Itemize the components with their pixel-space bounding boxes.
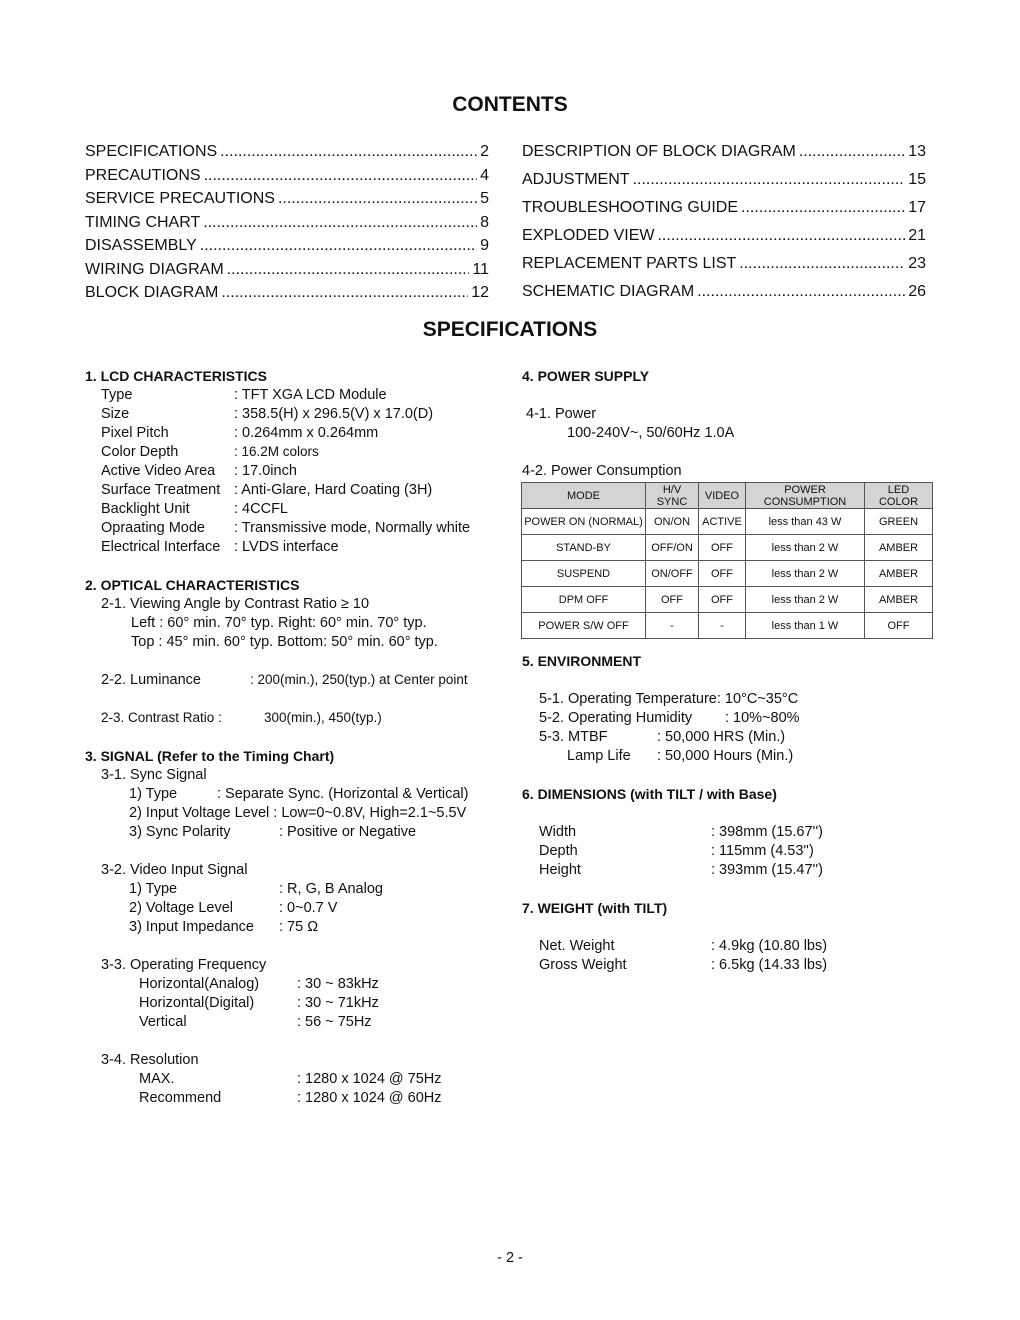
lcd-pitch-label: Pixel Pitch (101, 425, 169, 441)
video-type-label: 1) Type (129, 881, 178, 897)
toc-item[interactable] (85, 237, 489, 261)
toc-label: WIRING DIAGRAM (85, 260, 224, 278)
dimensions-heading: 6. DIMENSIONS (with TILT / with Base) (522, 786, 777, 802)
table-cell: less than 1 W (746, 613, 865, 639)
video-title: 3-2. Video Input Signal (101, 862, 248, 878)
table-header-cell: H/V SYNC (646, 483, 699, 509)
table-cell: SUSPEND (522, 561, 646, 587)
freq-title: 3-3. Operating Frequency (101, 957, 267, 973)
viewing-angle: 2-1. Viewing Angle by Contrast Ratio ≥ 10 (101, 596, 370, 612)
dim-height-value: : 393mm (15.47'') (711, 862, 823, 878)
toc-page: 17 (908, 199, 926, 216)
consumption-title: 4-2. Power Consumption (522, 463, 682, 479)
toc-page: 12 (471, 284, 489, 301)
dim-depth-value: : 115mm (4.53'') (711, 843, 814, 859)
dim-width-label: Width (539, 824, 577, 840)
lcd-area-value: : 17.0inch (234, 463, 297, 479)
lcd-heading: 1. LCD CHARACTERISTICS (85, 368, 268, 384)
table-row (522, 509, 933, 535)
toc-label: BLOCK DIAGRAM (85, 284, 219, 301)
toc-item[interactable] (85, 261, 489, 285)
power-value: 100-240V~, 50/60Hz 1.0A (567, 425, 735, 441)
toc-item[interactable] (85, 190, 489, 214)
table-cell: ACTIVE (699, 509, 746, 535)
table-row (522, 613, 933, 639)
toc-page: 23 (908, 255, 926, 272)
env-mtbf-label: 5-3. MTBF (539, 729, 608, 745)
video-voltage-value: : 0~0.7 V (279, 900, 338, 916)
table-cell: OFF (699, 561, 746, 587)
toc-page: 8 (480, 213, 489, 231)
toc-label: EXPLODED VIEW (522, 227, 655, 244)
toc-item[interactable] (85, 214, 489, 238)
lcd-color-value: : 16.2M colors (234, 444, 319, 459)
toc-label: DESCRIPTION OF BLOCK DIAGRAM (522, 143, 796, 160)
env-temperature: 5-1. Operating Temperature: 10°C~35°C (539, 691, 799, 707)
toc-label: ADJUSTMENT (522, 171, 630, 188)
weight-net-label: Net. Weight (539, 938, 615, 954)
toc-page: 9 (480, 237, 489, 254)
toc-item[interactable] (522, 283, 926, 311)
weight-heading: 7. WEIGHT (with TILT) (522, 900, 668, 916)
sync-type-label: 1) Type (129, 786, 178, 802)
lcd-size-value: : 358.5(H) x 296.5(V) x 17.0(D) (234, 406, 434, 422)
table-cell: POWER ON (NORMAL) (522, 509, 646, 535)
environment-heading: 5. ENVIRONMENT (522, 653, 642, 669)
table-cell: AMBER (865, 587, 933, 613)
contrast-value: 300(min.), 450(typ.) (264, 710, 382, 725)
table-cell: OFF/ON (646, 535, 699, 561)
toc-item[interactable] (522, 143, 926, 171)
toc-item[interactable] (85, 284, 489, 308)
sync-title: 3-1. Sync Signal (101, 767, 207, 783)
lcd-pitch-value: : 0.264mm x 0.264mm (234, 425, 379, 441)
table-row (522, 561, 933, 587)
toc-right (522, 143, 926, 311)
toc-page: 15 (908, 171, 926, 188)
weight-gross-value: : 6.5kg (14.33 lbs) (711, 957, 828, 973)
table-cell: GREEN (865, 509, 933, 535)
table-row (522, 535, 933, 561)
viewing-top-bottom: Top : 45° min. 60° typ. Bottom: 50° min. 60° typ. (131, 634, 438, 650)
env-lamp-label: Lamp Life (567, 748, 631, 764)
env-mtbf-value: : 50,000 HRS (Min.) (657, 729, 786, 745)
lcd-backlight-value: : 4CCFL (234, 501, 288, 517)
toc-label: REPLACEMENT PARTS LIST (522, 255, 737, 272)
power-consumption-table (521, 482, 933, 639)
table-header-cell: MODE (522, 483, 646, 509)
table-cell: OFF (699, 587, 746, 613)
env-lamp-value: : 50,000 Hours (Min.) (657, 748, 794, 764)
weight-net-value: : 4.9kg (10.80 lbs) (711, 938, 828, 954)
video-type-value: : R, G, B Analog (279, 881, 383, 897)
lcd-color-label: Color Depth (101, 444, 179, 460)
toc-item[interactable] (522, 227, 926, 255)
res-max-label: MAX. (139, 1071, 175, 1087)
lcd-interface-label: Electrical Interface (101, 539, 221, 555)
toc-page: 26 (908, 283, 926, 300)
freq-vertical-label: Vertical (139, 1014, 187, 1030)
video-impedance-value: : 75 Ω (279, 919, 319, 935)
table-row (522, 587, 933, 613)
viewing-left-right: Left : 60° min. 70° typ. Right: 60° min. 70° typ. (131, 615, 427, 631)
toc-item[interactable] (522, 255, 926, 283)
weight-gross-label: Gross Weight (539, 957, 627, 973)
toc-label: TIMING CHART (85, 213, 201, 231)
contents-title: CONTENTS (452, 93, 568, 116)
toc-label: SPECIFICATIONS (85, 143, 218, 160)
toc-label: DISASSEMBLY (85, 237, 197, 254)
table-cell: STAND-BY (522, 535, 646, 561)
res-recommend-label: Recommend (139, 1090, 222, 1106)
toc-item[interactable] (522, 171, 926, 199)
toc-left (85, 143, 489, 308)
toc-page: 11 (472, 260, 489, 278)
lcd-size-label: Size (101, 406, 130, 422)
dim-width-value: : 398mm (15.67'') (711, 824, 823, 840)
table-cell: - (646, 613, 699, 639)
toc-page: 5 (480, 190, 489, 207)
table-header-cell: LED COLOR (865, 483, 933, 509)
toc-label: PRECAUTIONS (85, 166, 201, 184)
table-cell: OFF (865, 613, 933, 639)
toc-item[interactable] (85, 167, 489, 191)
luminance-label: 2-2. Luminance (101, 672, 201, 688)
table-header-cell: POWER CONSUMPTION (746, 483, 865, 509)
table-cell: ON/OFF (646, 561, 699, 587)
sync-type-value: : Separate Sync. (Horizontal & Vertical) (217, 786, 469, 802)
lcd-surface-value: : Anti-Glare, Hard Coating (3H) (234, 482, 433, 498)
optical-heading: 2. OPTICAL CHARACTERISTICS (85, 577, 300, 593)
toc-page: 13 (908, 143, 926, 160)
lcd-mode-value: : Transmissive mode, Normally white (234, 520, 471, 536)
table-cell: less than 2 W (746, 535, 865, 561)
sync-polarity-value: : Positive or Negative (279, 824, 417, 840)
lcd-backlight-label: Backlight Unit (101, 501, 190, 517)
toc-page: 2 (480, 143, 489, 160)
lcd-area-label: Active Video Area (101, 463, 216, 479)
table-cell: less than 2 W (746, 587, 865, 613)
lcd-type-value: : TFT XGA LCD Module (234, 387, 387, 403)
toc-page: 21 (908, 227, 926, 244)
table-cell: less than 43 W (746, 509, 865, 535)
toc-label: SERVICE PRECAUTIONS (85, 190, 275, 207)
contrast-label: 2-3. Contrast Ratio : (101, 710, 222, 725)
env-humidity-value: : 10%~80% (725, 710, 800, 726)
video-impedance-label: 3) Input Impedance (129, 919, 254, 935)
luminance-value: : 200(min.), 250(typ.) at Center point (250, 672, 468, 687)
table-cell: OFF (699, 535, 746, 561)
power-heading: 4. POWER SUPPLY (522, 368, 650, 384)
toc-page: 4 (480, 166, 489, 184)
table-cell: OFF (646, 587, 699, 613)
toc-item[interactable] (522, 199, 926, 227)
specs-title: SPECIFICATIONS (422, 318, 598, 341)
lcd-interface-value: : LVDS interface (234, 539, 339, 555)
toc-item[interactable] (85, 143, 489, 167)
page-number: - 2 - (497, 1250, 523, 1266)
table-cell: - (699, 613, 746, 639)
freq-h-digital-label: Horizontal(Digital) (139, 995, 255, 1011)
res-max-value: : 1280 x 1024 @ 75Hz (297, 1071, 442, 1087)
table-cell: AMBER (865, 561, 933, 587)
freq-h-digital-value: : 30 ~ 71kHz (297, 995, 379, 1011)
sync-voltage: 2) Input Voltage Level : Low=0~0.8V, High=2.1~5.5V (129, 805, 467, 821)
freq-vertical-value: : 56 ~ 75Hz (297, 1014, 372, 1030)
table-cell: less than 2 W (746, 561, 865, 587)
video-voltage-label: 2) Voltage Level (129, 900, 233, 916)
table-header-cell: VIDEO (699, 483, 746, 509)
table-cell: AMBER (865, 535, 933, 561)
toc-label: SCHEMATIC DIAGRAM (522, 283, 695, 300)
dim-depth-label: Depth (539, 843, 578, 859)
res-recommend-value: : 1280 x 1024 @ 60Hz (297, 1090, 442, 1106)
freq-h-analog-label: Horizontal(Analog) (139, 976, 260, 992)
sync-polarity-label: 3) Sync Polarity (129, 824, 231, 840)
freq-h-analog-value: : 30 ~ 83kHz (297, 976, 379, 992)
env-humidity-label: 5-2. Operating Humidity (539, 710, 693, 726)
lcd-type-label: Type (101, 387, 133, 403)
lcd-mode-label: Opraating Mode (101, 520, 205, 536)
power-title: 4-1. Power (526, 406, 597, 422)
table-cell: ON/ON (646, 509, 699, 535)
signal-heading: 3. SIGNAL (Refer to the Timing Chart) (85, 748, 335, 764)
table-header-row (522, 483, 933, 509)
res-title: 3-4. Resolution (101, 1052, 199, 1068)
table-cell: DPM OFF (522, 587, 646, 613)
lcd-surface-label: Surface Treatment (101, 482, 221, 498)
toc-label: TROUBLESHOOTING GUIDE (522, 199, 739, 216)
table-cell: POWER S/W OFF (522, 613, 646, 639)
dim-height-label: Height (539, 862, 581, 878)
